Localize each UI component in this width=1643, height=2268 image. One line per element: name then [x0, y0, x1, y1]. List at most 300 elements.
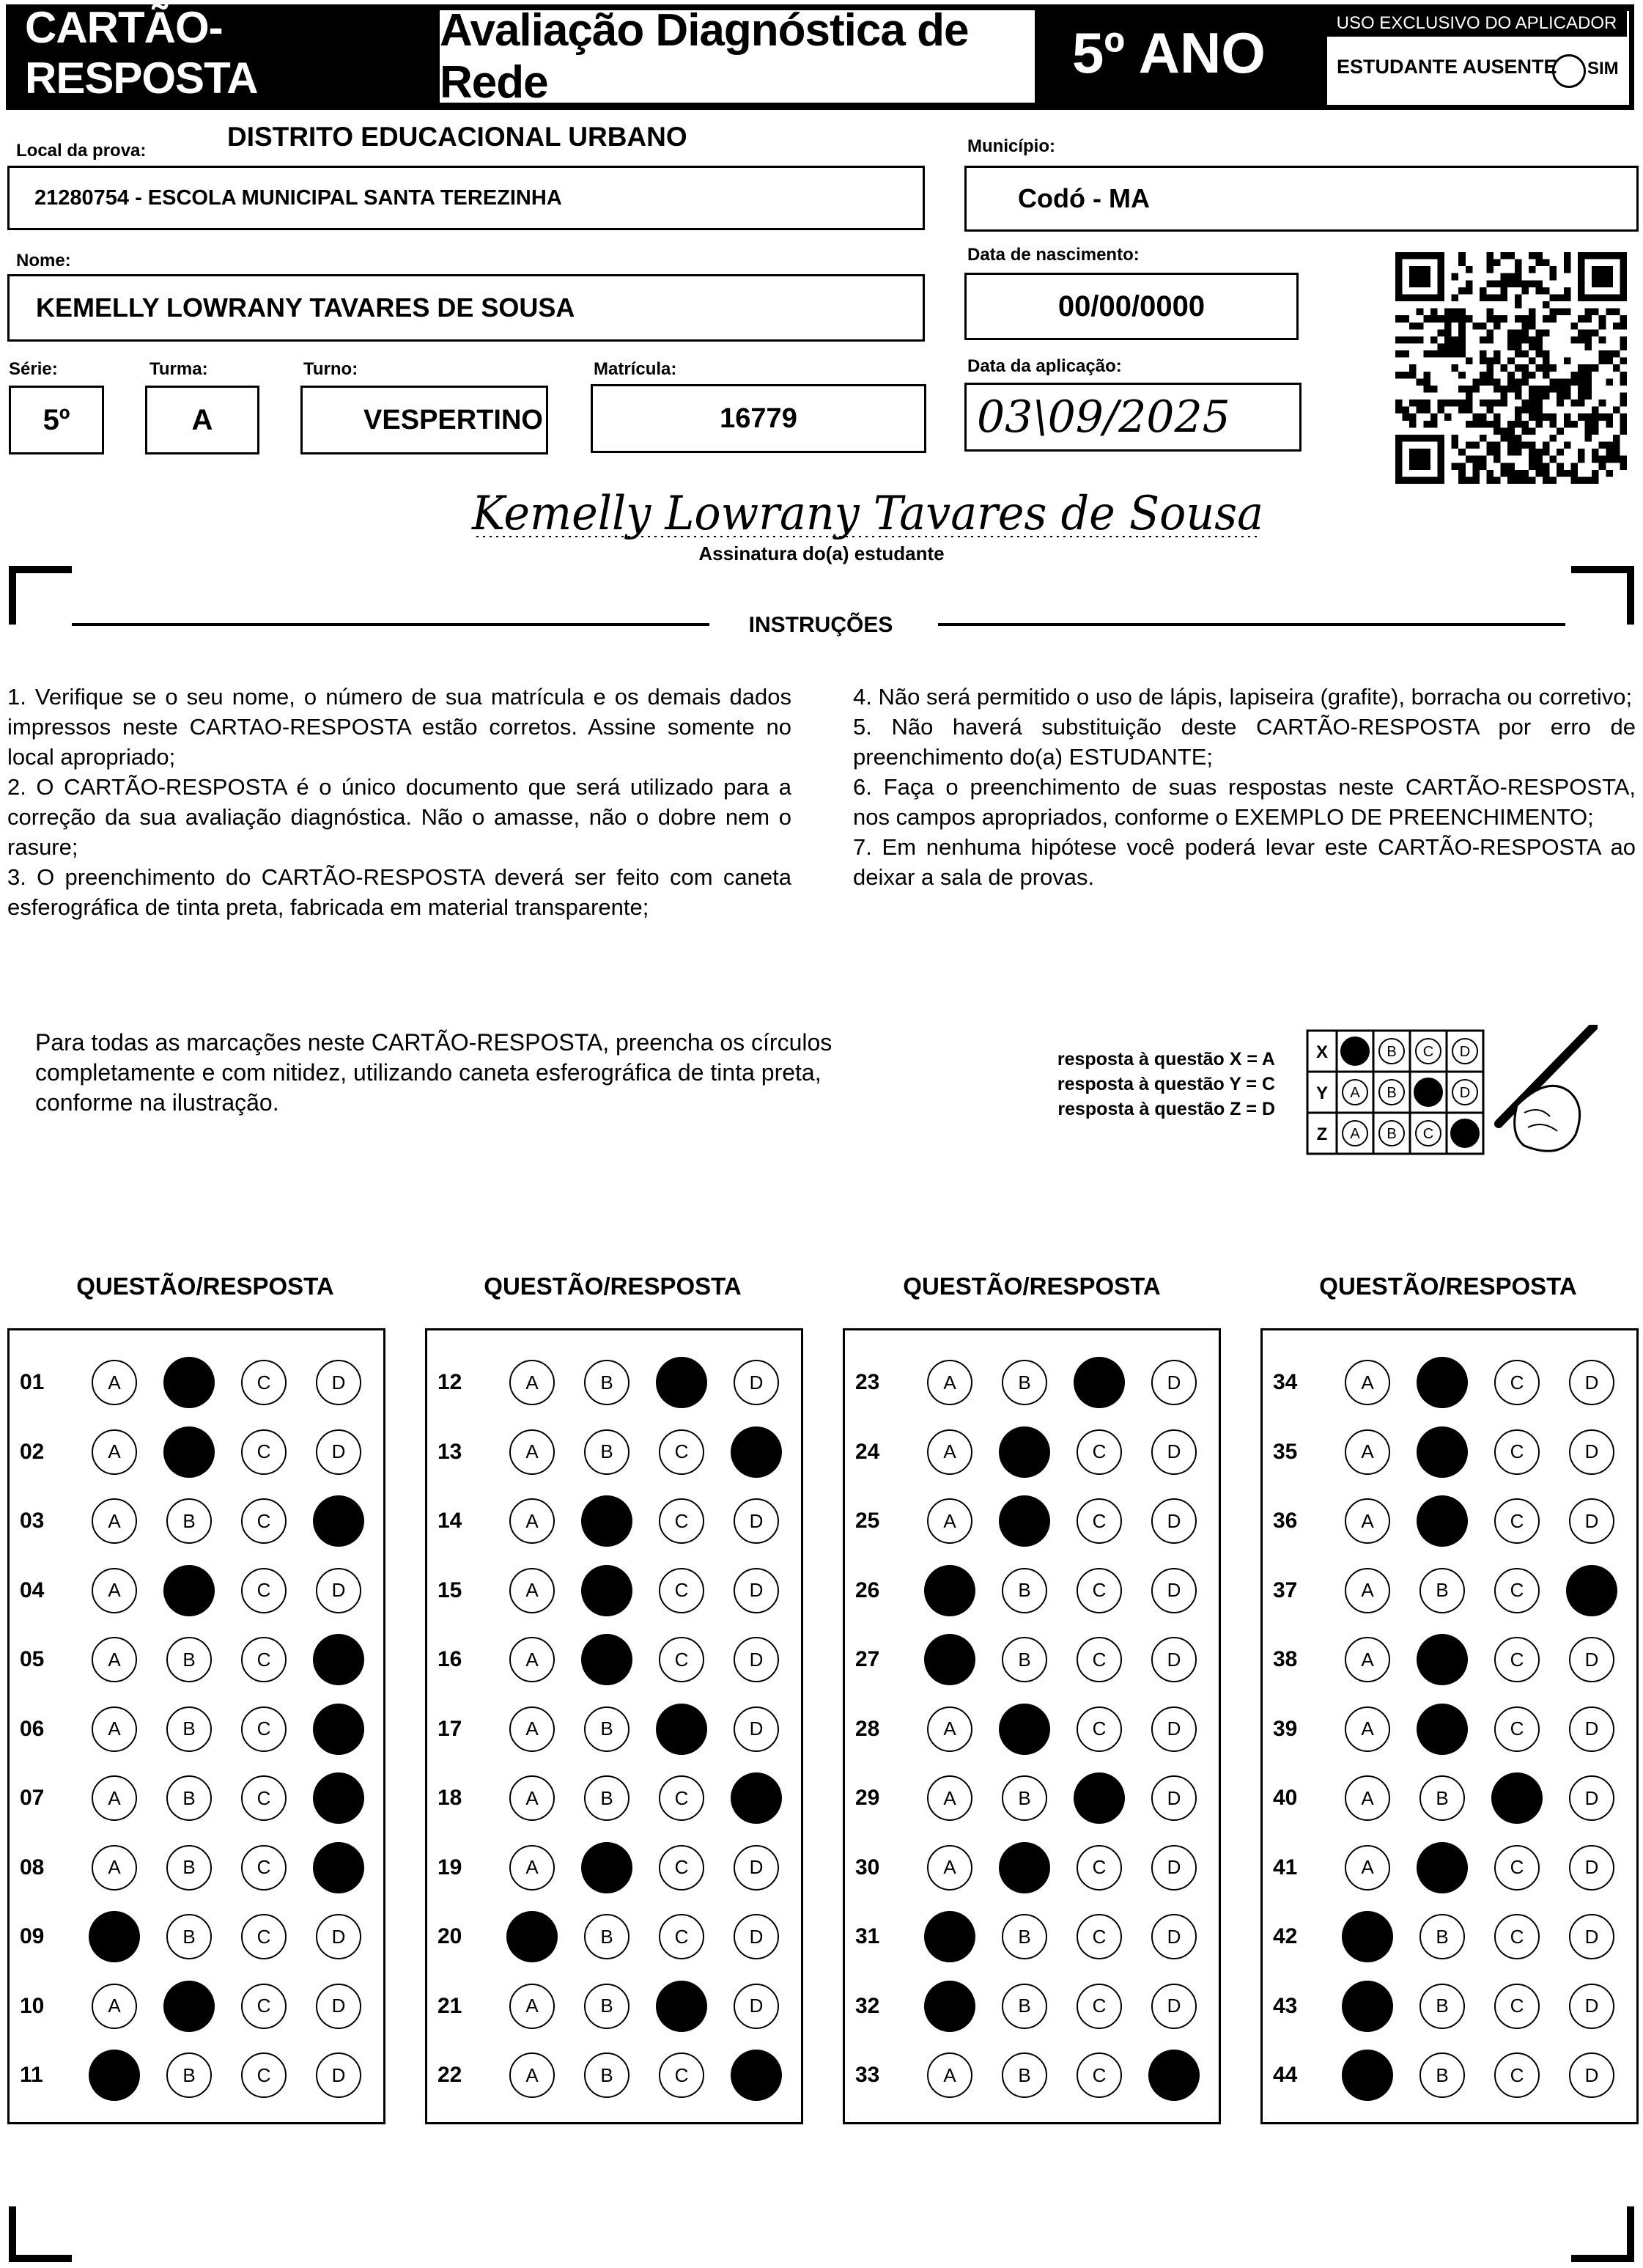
- answer-bubble[interactable]: A: [509, 1984, 555, 2029]
- answer-bubble[interactable]: D: [1151, 1360, 1197, 1405]
- example-bubble-filled: [1414, 1078, 1442, 1106]
- answer-bubble[interactable]: A: [92, 1360, 137, 1405]
- answer-bubble[interactable]: C: [1494, 1498, 1540, 1544]
- answer-bubble[interactable]: C: [241, 1429, 287, 1475]
- answer-bubble[interactable]: C: [1494, 1360, 1540, 1405]
- answer-bubble[interactable]: B: [166, 1914, 212, 1959]
- answer-bubble[interactable]: A: [1345, 1429, 1390, 1475]
- answer-bubble-filled[interactable]: [656, 1357, 707, 1408]
- answer-bubble[interactable]: A: [509, 1360, 555, 1405]
- answer-bubble[interactable]: A: [509, 1568, 555, 1613]
- answer-bubble-filled[interactable]: [656, 1704, 707, 1755]
- answer-bubble[interactable]: D: [734, 1637, 779, 1682]
- example-bubble-letter: B: [1387, 1126, 1397, 1142]
- question-number: 25: [855, 1509, 880, 1533]
- name-field: KEMELLY LOWRANY TAVARES DE SOUSA: [7, 274, 925, 342]
- answer-bubble[interactable]: D: [1151, 1498, 1197, 1544]
- answer-bubble-filled[interactable]: [1566, 1565, 1617, 1616]
- answer-bubble[interactable]: C: [1494, 2052, 1540, 2098]
- question-row: [427, 2042, 801, 2111]
- answer-bubble[interactable]: C: [659, 1498, 704, 1544]
- answer-bubble[interactable]: D: [316, 1984, 361, 2029]
- question-number: 19: [437, 1855, 462, 1879]
- answer-bubble[interactable]: C: [1494, 1568, 1540, 1613]
- question-number: 13: [437, 1439, 462, 1464]
- answer-bubble[interactable]: A: [509, 1706, 555, 1752]
- answer-bubble[interactable]: D: [734, 1568, 779, 1613]
- instruction-item: 5. Não haverá substituição deste CARTÃO-RESPOSTA por erro de preenchimento do(a) ESTUDANTE;: [853, 714, 1636, 770]
- instructions-title: INSTRUÇÕES: [748, 613, 893, 637]
- question-number: 42: [1273, 1924, 1298, 1948]
- answer-bubble-filled[interactable]: [163, 1565, 215, 1616]
- answer-bubble[interactable]: C: [1077, 2052, 1122, 2098]
- answer-bubble-filled[interactable]: [506, 1911, 558, 1962]
- answer-bubble-filled[interactable]: [1417, 1842, 1468, 1893]
- answer-bubble[interactable]: B: [166, 1845, 212, 1890]
- question-number: 38: [1273, 1647, 1298, 1671]
- answer-bubble[interactable]: D: [1569, 1637, 1614, 1682]
- example-legend: [989, 1047, 1275, 1122]
- answer-bubble[interactable]: C: [1077, 1429, 1122, 1475]
- answer-bubble[interactable]: D: [1569, 1706, 1614, 1752]
- answer-bubble[interactable]: D: [1151, 1984, 1197, 2029]
- answer-bubble[interactable]: D: [1151, 1845, 1197, 1890]
- answer-bubble[interactable]: A: [92, 1429, 137, 1475]
- answer-bubble[interactable]: B: [1419, 2052, 1465, 2098]
- name-label: Nome:: [16, 251, 71, 270]
- example-bubble-letter: A: [1350, 1126, 1360, 1142]
- answer-bubble[interactable]: B: [1002, 1775, 1047, 1821]
- answer-bubble-filled[interactable]: [731, 1772, 782, 1824]
- answer-bubble-filled[interactable]: [1074, 1772, 1125, 1824]
- answer-bubble[interactable]: B: [584, 1984, 629, 2029]
- example-legend-line: resposta à questão Z = D: [1057, 1099, 1275, 1119]
- answer-bubble[interactable]: B: [166, 2052, 212, 2098]
- answer-bubble-filled[interactable]: [1417, 1704, 1468, 1755]
- question-row: [845, 1835, 1219, 1904]
- answer-bubble[interactable]: B: [166, 1498, 212, 1544]
- school-field: 21280754 - ESCOLA MUNICIPAL SANTA TEREZINHA: [7, 166, 925, 230]
- question-row: [845, 1696, 1219, 1765]
- answer-bubble-filled[interactable]: [999, 1704, 1050, 1755]
- question-column-heading: QUESTÃO/RESPOSTA: [903, 1273, 1161, 1300]
- answer-bubble[interactable]: B: [1002, 2052, 1047, 2098]
- question-row: [845, 1558, 1219, 1627]
- answer-bubble[interactable]: C: [1494, 1637, 1540, 1682]
- answer-bubble[interactable]: C: [1494, 1845, 1540, 1890]
- question-row: [1263, 1904, 1636, 1973]
- question-number: 43: [1273, 1993, 1298, 2018]
- answer-bubble[interactable]: B: [584, 1775, 629, 1821]
- answer-bubble[interactable]: C: [1077, 1914, 1122, 1959]
- example-row-label-text: Z: [1316, 1124, 1328, 1144]
- evaluation-title: Avaliação Diagnóstica de Rede: [440, 10, 1035, 103]
- question-row: [427, 1627, 801, 1696]
- answer-bubble[interactable]: A: [92, 1845, 137, 1890]
- corner-mark-tr: [1627, 566, 1634, 625]
- answer-bubble-filled[interactable]: [163, 1426, 215, 1478]
- question-row: [845, 1419, 1219, 1488]
- answer-bubble[interactable]: B: [1419, 1914, 1465, 1959]
- question-number: 07: [20, 1786, 45, 1810]
- answer-bubble-filled[interactable]: [999, 1842, 1050, 1893]
- answer-bubble-filled[interactable]: [1417, 1357, 1468, 1408]
- corner-mark-tl: [9, 566, 16, 625]
- answer-bubble[interactable]: D: [1569, 1360, 1614, 1405]
- turno-label: Turno:: [303, 359, 358, 379]
- answer-bubble-filled[interactable]: [581, 1842, 632, 1893]
- answer-bubble[interactable]: A: [509, 1498, 555, 1544]
- serie-field: 5º: [9, 386, 104, 454]
- answer-bubble-filled[interactable]: [731, 1426, 782, 1478]
- question-number: 41: [1273, 1855, 1298, 1879]
- question-row: [1263, 2042, 1636, 2111]
- example-legend-line: resposta à questão Y = C: [1057, 1074, 1275, 1094]
- answer-bubble-filled[interactable]: [313, 1634, 364, 1685]
- question-number: 31: [855, 1924, 880, 1948]
- answer-bubble-filled[interactable]: [1148, 2050, 1200, 2101]
- answer-bubble[interactable]: A: [92, 1984, 137, 2029]
- answer-panel: [1260, 1328, 1639, 2124]
- answer-bubble[interactable]: B: [584, 1706, 629, 1752]
- answer-bubble[interactable]: B: [584, 1360, 629, 1405]
- question-number: 30: [855, 1855, 880, 1879]
- answer-bubble-filled[interactable]: [924, 1981, 975, 2032]
- question-number: 22: [437, 2063, 462, 2087]
- question-row: [1263, 1765, 1636, 1834]
- turma-field: A: [145, 386, 259, 454]
- answer-bubble-filled[interactable]: [1417, 1495, 1468, 1547]
- question-number: 17: [437, 1716, 462, 1741]
- answer-bubble-filled[interactable]: [731, 2050, 782, 2101]
- answer-bubble[interactable]: D: [316, 1360, 361, 1405]
- answer-bubble[interactable]: C: [659, 1637, 704, 1682]
- answer-bubble[interactable]: B: [1002, 1568, 1047, 1613]
- answer-bubble[interactable]: D: [1569, 1914, 1614, 1959]
- answer-bubble[interactable]: B: [1002, 1984, 1047, 2029]
- answer-bubble-filled[interactable]: [924, 1634, 975, 1685]
- answer-bubble[interactable]: A: [92, 1775, 137, 1821]
- question-row: [1263, 1488, 1636, 1557]
- answer-bubble[interactable]: B: [166, 1637, 212, 1682]
- answer-bubble-filled[interactable]: [581, 1565, 632, 1616]
- instructions-left: [7, 682, 791, 922]
- question-row: [427, 1973, 801, 2042]
- answer-bubble-filled[interactable]: [581, 1634, 632, 1685]
- answer-bubble-filled[interactable]: [1491, 1772, 1543, 1824]
- answer-bubble-filled[interactable]: [89, 1911, 140, 1962]
- question-number: 10: [20, 1993, 45, 2018]
- answer-bubble[interactable]: D: [1569, 1984, 1614, 2029]
- question-column-heading: QUESTÃO/RESPOSTA: [484, 1273, 742, 1300]
- example-legend-line: resposta à questão X = A: [1057, 1049, 1275, 1069]
- question-number: 33: [855, 2063, 880, 2087]
- local-label: Local da prova:: [16, 141, 147, 161]
- question-number: 20: [437, 1924, 462, 1948]
- answer-bubble[interactable]: D: [1569, 1775, 1614, 1821]
- question-number: 29: [855, 1786, 880, 1810]
- question-number: 40: [1273, 1786, 1298, 1810]
- question-number: 03: [20, 1509, 45, 1533]
- divider: [72, 623, 709, 626]
- answer-bubble-filled[interactable]: [1342, 1911, 1393, 1962]
- answer-bubble[interactable]: C: [1494, 1914, 1540, 1959]
- answer-bubble[interactable]: C: [659, 1568, 704, 1613]
- answer-bubble[interactable]: D: [1151, 1706, 1197, 1752]
- answer-bubble-filled[interactable]: [656, 1981, 707, 2032]
- answer-bubble[interactable]: A: [92, 1706, 137, 1752]
- answer-bubble[interactable]: C: [241, 1637, 287, 1682]
- answer-bubble[interactable]: B: [584, 2052, 629, 2098]
- instructions-right: [853, 682, 1636, 892]
- answer-bubble[interactable]: A: [927, 1360, 972, 1405]
- answer-bubble[interactable]: A: [1345, 1568, 1390, 1613]
- example-bubble-filled: [1341, 1037, 1369, 1065]
- question-number: 18: [437, 1786, 462, 1810]
- answer-bubble[interactable]: C: [241, 1914, 287, 1959]
- answer-bubble[interactable]: D: [1569, 2052, 1614, 2098]
- answer-bubble[interactable]: B: [1419, 1984, 1465, 2029]
- answer-bubble[interactable]: B: [1002, 1637, 1047, 1682]
- answer-bubble[interactable]: A: [509, 1637, 555, 1682]
- instruction-item: 4. Não será permitido o uso de lápis, lapiseira (grafite), borracha ou corretivo;: [853, 684, 1633, 710]
- example-bubble-letter: C: [1422, 1126, 1434, 1142]
- question-row: [1263, 1419, 1636, 1488]
- example-bubble-letter: D: [1459, 1044, 1471, 1060]
- answer-bubble[interactable]: D: [734, 1914, 779, 1959]
- example-bubble-filled: [1451, 1119, 1479, 1147]
- answer-bubble[interactable]: B: [166, 1775, 212, 1821]
- answer-bubble-filled[interactable]: [89, 2050, 140, 2101]
- question-row: [1263, 1350, 1636, 1418]
- handwritten-signature: Kemelly Lowrany Tavares de Sousa: [471, 487, 1264, 541]
- matricula-field: 16779: [591, 384, 926, 453]
- answer-bubble[interactable]: A: [1345, 1498, 1390, 1544]
- example-bubble-letter: B: [1387, 1044, 1397, 1060]
- question-number: 08: [20, 1855, 45, 1879]
- answer-bubble-filled[interactable]: [163, 1981, 215, 2032]
- answer-bubble[interactable]: B: [584, 1914, 629, 1959]
- answer-bubble[interactable]: D: [734, 1984, 779, 2029]
- answer-bubble[interactable]: D: [1151, 1568, 1197, 1613]
- answer-bubble[interactable]: C: [659, 1775, 704, 1821]
- question-row: [427, 1835, 801, 1904]
- answer-bubble[interactable]: A: [509, 1429, 555, 1475]
- answer-bubble[interactable]: D: [316, 2052, 361, 2098]
- question-row: [10, 1835, 383, 1904]
- corner-mark-tl: [9, 566, 72, 573]
- qr-code-icon: [1394, 252, 1628, 484]
- question-row: [845, 1904, 1219, 1973]
- answer-bubble[interactable]: C: [659, 2052, 704, 2098]
- signature-image: [469, 481, 1268, 547]
- answer-bubble[interactable]: C: [1077, 1568, 1122, 1613]
- question-number: 11: [20, 2063, 43, 2087]
- question-row: [10, 1488, 383, 1557]
- question-number: 06: [20, 1716, 45, 1741]
- answer-bubble[interactable]: B: [1419, 1775, 1465, 1821]
- question-row: [1263, 1627, 1636, 1696]
- question-row: [845, 1488, 1219, 1557]
- answer-bubble[interactable]: A: [92, 1568, 137, 1613]
- answer-bubble[interactable]: C: [241, 1498, 287, 1544]
- answer-bubble-filled[interactable]: [313, 1842, 364, 1893]
- answer-bubble-filled[interactable]: [313, 1495, 364, 1547]
- answer-bubble[interactable]: D: [316, 1568, 361, 1613]
- answer-bubble[interactable]: A: [1345, 1775, 1390, 1821]
- example-bubble-letter: B: [1387, 1085, 1397, 1101]
- answer-bubble[interactable]: D: [1151, 1429, 1197, 1475]
- answer-bubble[interactable]: A: [509, 2052, 555, 2098]
- answer-bubble[interactable]: C: [241, 1775, 287, 1821]
- answer-bubble[interactable]: C: [241, 1845, 287, 1890]
- question-row: [10, 1973, 383, 2042]
- question-row: [845, 1627, 1219, 1696]
- answer-panel: [7, 1328, 385, 2124]
- example-row-label-text: Y: [1315, 1083, 1329, 1103]
- instruction-item: 2. O CARTÃO-RESPOSTA é o único documento que será utilizado para a correção da sua avaliação diagnóstica. Não o amasse, não o dobre nem o rasure;: [7, 774, 791, 860]
- answer-bubble[interactable]: A: [927, 1775, 972, 1821]
- question-column-heading: QUESTÃO/RESPOSTA: [76, 1273, 334, 1300]
- answer-bubble[interactable]: C: [241, 1706, 287, 1752]
- answer-bubble-filled[interactable]: [313, 1772, 364, 1824]
- question-number: 04: [20, 1577, 45, 1602]
- answer-bubble[interactable]: C: [659, 1429, 704, 1475]
- answer-bubble[interactable]: B: [1002, 1914, 1047, 1959]
- corner-mark-bl: [9, 2255, 72, 2262]
- answer-bubble[interactable]: C: [1077, 1845, 1122, 1890]
- answer-bubble[interactable]: C: [1077, 1637, 1122, 1682]
- answer-bubble[interactable]: B: [1002, 1360, 1047, 1405]
- answer-bubble[interactable]: C: [1494, 1429, 1540, 1475]
- question-row: [427, 1765, 801, 1834]
- question-number: 15: [437, 1577, 462, 1602]
- answer-bubble[interactable]: A: [927, 1706, 972, 1752]
- answer-bubble[interactable]: A: [927, 1845, 972, 1890]
- grade-title: 5º ANO: [1072, 20, 1266, 85]
- answer-bubble[interactable]: D: [1151, 1637, 1197, 1682]
- answer-bubble[interactable]: A: [509, 1845, 555, 1890]
- answer-bubble[interactable]: C: [1077, 1984, 1122, 2029]
- instruction-item: 1. Verifique se o seu nome, o número de sua matrícula e os demais dados impressos neste CARTAO-RESPOSTA estão corretos. Assine somente no local apropriado;: [7, 684, 791, 770]
- answer-bubble-filled[interactable]: [1074, 1357, 1125, 1408]
- answer-bubble[interactable]: C: [1077, 1498, 1122, 1544]
- corner-mark-tr: [1571, 566, 1634, 573]
- answer-bubble[interactable]: B: [584, 1429, 629, 1475]
- answer-bubble-filled[interactable]: [924, 1565, 975, 1616]
- question-number: 02: [20, 1439, 45, 1464]
- application-date-field: 03\09/2025: [964, 383, 1302, 452]
- question-row: [10, 1904, 383, 1973]
- question-row: [1263, 1973, 1636, 2042]
- answer-bubble-filled[interactable]: [999, 1495, 1050, 1547]
- example-bubble-letter: C: [1422, 1044, 1434, 1060]
- answer-bubble[interactable]: D: [316, 1429, 361, 1475]
- question-row: [845, 2042, 1219, 2111]
- answer-bubble[interactable]: D: [734, 1360, 779, 1405]
- answer-bubble[interactable]: C: [241, 1568, 287, 1613]
- question-number: 26: [855, 1577, 880, 1602]
- answer-bubble[interactable]: A: [927, 1498, 972, 1544]
- question-number: 36: [1273, 1509, 1298, 1533]
- answer-bubble[interactable]: C: [1077, 1706, 1122, 1752]
- answer-bubble[interactable]: A: [1345, 1706, 1390, 1752]
- question-row: [427, 1904, 801, 1973]
- birthdate-label: Data de nascimento:: [967, 245, 1140, 265]
- question-number: 39: [1273, 1716, 1298, 1741]
- divider: [938, 623, 1565, 626]
- answer-bubble[interactable]: D: [1569, 1845, 1614, 1890]
- municipio-field: Codó - MA: [964, 166, 1639, 232]
- answer-bubble[interactable]: A: [1345, 1845, 1390, 1890]
- answer-bubble[interactable]: C: [241, 2052, 287, 2098]
- answer-bubble[interactable]: B: [166, 1706, 212, 1752]
- example-row-label-text: X: [1315, 1042, 1329, 1062]
- answer-bubble-filled[interactable]: [924, 1911, 975, 1962]
- answer-bubble-filled[interactable]: [1342, 1981, 1393, 2032]
- answer-bubble[interactable]: D: [1151, 1914, 1197, 1959]
- district-name: DISTRITO EDUCACIONAL URBANO: [227, 122, 687, 152]
- answer-bubble[interactable]: D: [1569, 1429, 1614, 1475]
- answer-bubble[interactable]: A: [509, 1775, 555, 1821]
- answer-bubble[interactable]: C: [1494, 1984, 1540, 2029]
- answer-bubble[interactable]: D: [1151, 1775, 1197, 1821]
- question-number: 16: [437, 1647, 462, 1671]
- answer-bubble-filled[interactable]: [1417, 1426, 1468, 1478]
- answer-bubble[interactable]: A: [1345, 1637, 1390, 1682]
- answer-bubble-filled[interactable]: [163, 1357, 215, 1408]
- question-row: [427, 1558, 801, 1627]
- absent-bubble[interactable]: [1552, 54, 1586, 88]
- example-illustration: [1304, 1025, 1598, 1171]
- answer-bubble[interactable]: D: [316, 1914, 361, 1959]
- signature-label: Assinatura do(a) estudante: [698, 542, 945, 564]
- fill-instructions: Para todas as marcações neste CARTÃO-RESPOSTA, preencha os círculos completamente e com nitidez, utilizando caneta esferográfica de tinta preta, conforme na ilustração.: [35, 1029, 832, 1116]
- answer-bubble[interactable]: C: [241, 1360, 287, 1405]
- answer-bubble[interactable]: D: [1569, 1498, 1614, 1544]
- question-row: [10, 1696, 383, 1765]
- answer-bubble[interactable]: D: [734, 1498, 779, 1544]
- question-row: [10, 1765, 383, 1834]
- answer-bubble[interactable]: A: [92, 1498, 137, 1544]
- question-number: 37: [1273, 1577, 1298, 1602]
- question-row: [1263, 1696, 1636, 1765]
- application-date-label: Data da aplicação:: [967, 356, 1122, 376]
- answer-bubble[interactable]: C: [1494, 1706, 1540, 1752]
- answer-bubble-filled[interactable]: [1417, 1634, 1468, 1685]
- answer-bubble[interactable]: D: [734, 1706, 779, 1752]
- answer-bubble-filled[interactable]: [313, 1704, 364, 1755]
- answer-bubble[interactable]: A: [927, 1429, 972, 1475]
- answer-bubble[interactable]: C: [659, 1914, 704, 1959]
- answer-bubble[interactable]: A: [92, 1637, 137, 1682]
- question-number: 01: [20, 1370, 45, 1394]
- answer-bubble[interactable]: A: [927, 2052, 972, 2098]
- absent-label: ESTUDANTE AUSENTE: [1337, 56, 1557, 78]
- applicator-title: USO EXCLUSIVO DO APLICADOR: [1326, 10, 1627, 37]
- answer-bubble[interactable]: D: [734, 1845, 779, 1890]
- answer-bubble-filled[interactable]: [1342, 2050, 1393, 2101]
- corner-mark-br: [1627, 2206, 1634, 2262]
- answer-bubble-filled[interactable]: [581, 1495, 632, 1547]
- answer-bubble-filled[interactable]: [999, 1426, 1050, 1478]
- answer-bubble[interactable]: B: [1419, 1568, 1465, 1613]
- answer-bubble[interactable]: C: [659, 1845, 704, 1890]
- answer-bubble[interactable]: A: [1345, 1360, 1390, 1405]
- turno-field: VESPERTINO: [300, 386, 548, 454]
- question-number: 23: [855, 1370, 880, 1394]
- answer-bubble[interactable]: C: [241, 1984, 287, 2029]
